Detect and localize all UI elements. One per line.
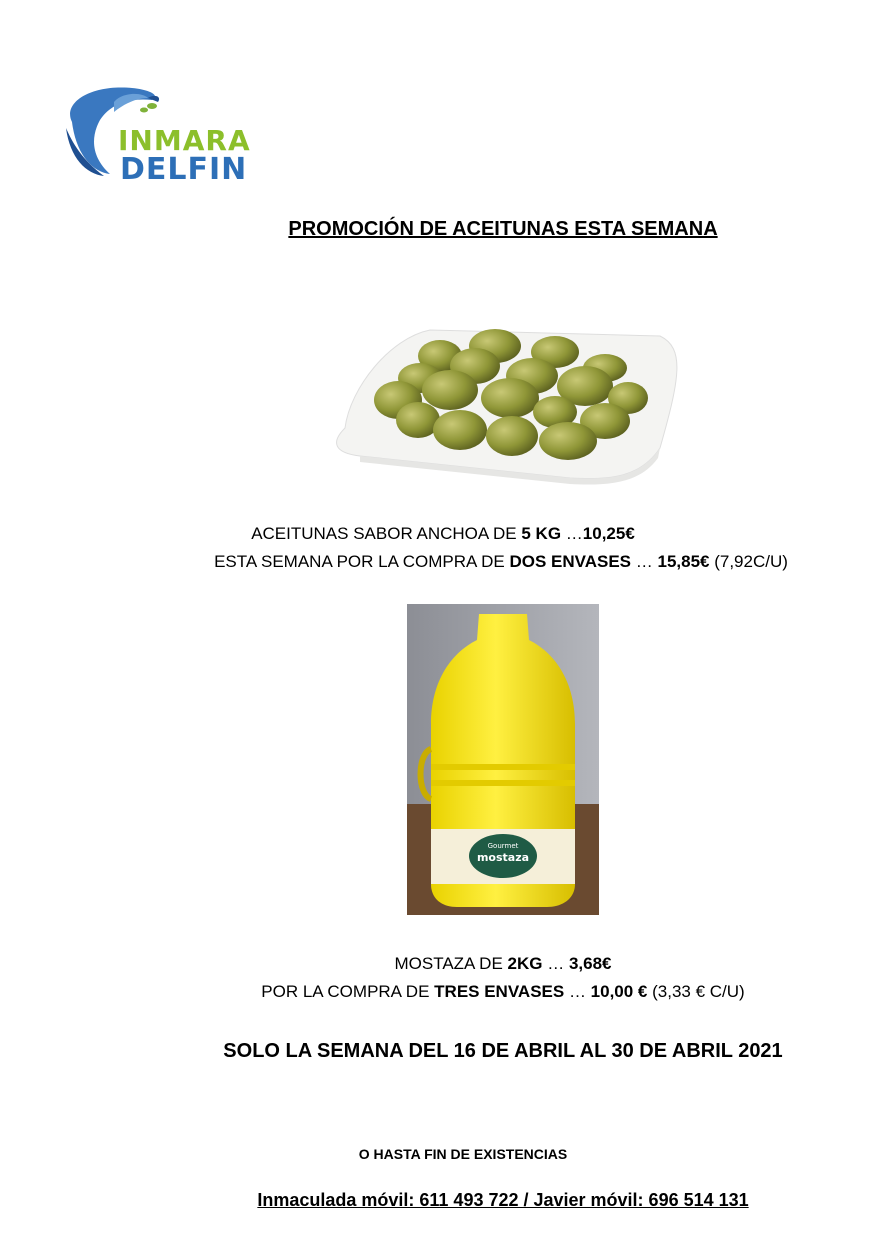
mustard-product: MOSTAZA DE bbox=[394, 954, 508, 973]
olives-price: 10,25€ bbox=[582, 524, 635, 543]
contact-phones: Inmaculada móvil: 611 493 722 / Javier móvil: 696 514 131 bbox=[257, 1190, 749, 1210]
olives-deal-separator: … bbox=[631, 552, 658, 571]
mustard-offer-line-1 bbox=[60, 954, 886, 974]
mustard-deal-prefix: POR LA COMPRA DE bbox=[261, 982, 435, 1001]
mustard-photo bbox=[407, 604, 599, 915]
mustard-separator: … bbox=[542, 954, 569, 973]
mustard-deal-quantity: TRES ENVASES bbox=[434, 982, 565, 1001]
page-title: PROMOCIÓN DE ACEITUNAS ESTA SEMANA bbox=[288, 218, 718, 240]
mustard-size: 2KG bbox=[507, 954, 543, 973]
bottle-label-brand: Gourmet bbox=[487, 842, 519, 850]
bottle-label-name: mostaza bbox=[476, 851, 530, 864]
logo-text-inmara: INMARA bbox=[118, 124, 251, 157]
stock-note: O HASTA FIN DE EXISTENCIAS bbox=[358, 1146, 568, 1162]
mustard-price: 3,68€ bbox=[568, 954, 612, 973]
olives-offer-line-1 bbox=[0, 524, 886, 544]
olives-deal-price: 15,85€ bbox=[657, 552, 710, 571]
mustard-unit-price: (3,33 € C/U) bbox=[647, 982, 745, 1001]
promo-period: SOLO LA SEMANA DEL 16 DE ABRIL AL 30 DE ABRIL 2021 bbox=[223, 1040, 783, 1062]
company-logo bbox=[52, 62, 292, 217]
olives-offer-line-2 bbox=[58, 552, 886, 572]
mustard-offer-line-2 bbox=[60, 982, 886, 1002]
olives-separator: … bbox=[561, 524, 583, 543]
olives-deal-prefix: ESTA SEMANA POR LA COMPRA DE bbox=[214, 552, 510, 571]
olives-product: ACEITUNAS SABOR ANCHOA DE bbox=[251, 524, 522, 543]
olives-deal-quantity: DOS ENVASES bbox=[509, 552, 632, 571]
olives-photo bbox=[320, 318, 685, 488]
logo-text-delfin: DELFIN bbox=[120, 152, 248, 187]
mustard-deal-price: 10,00 € bbox=[590, 982, 648, 1001]
olives-unit-price: (7,92C/U) bbox=[709, 552, 788, 571]
olives-size: 5 KG bbox=[521, 524, 562, 543]
mustard-deal-separator: … bbox=[564, 982, 591, 1001]
